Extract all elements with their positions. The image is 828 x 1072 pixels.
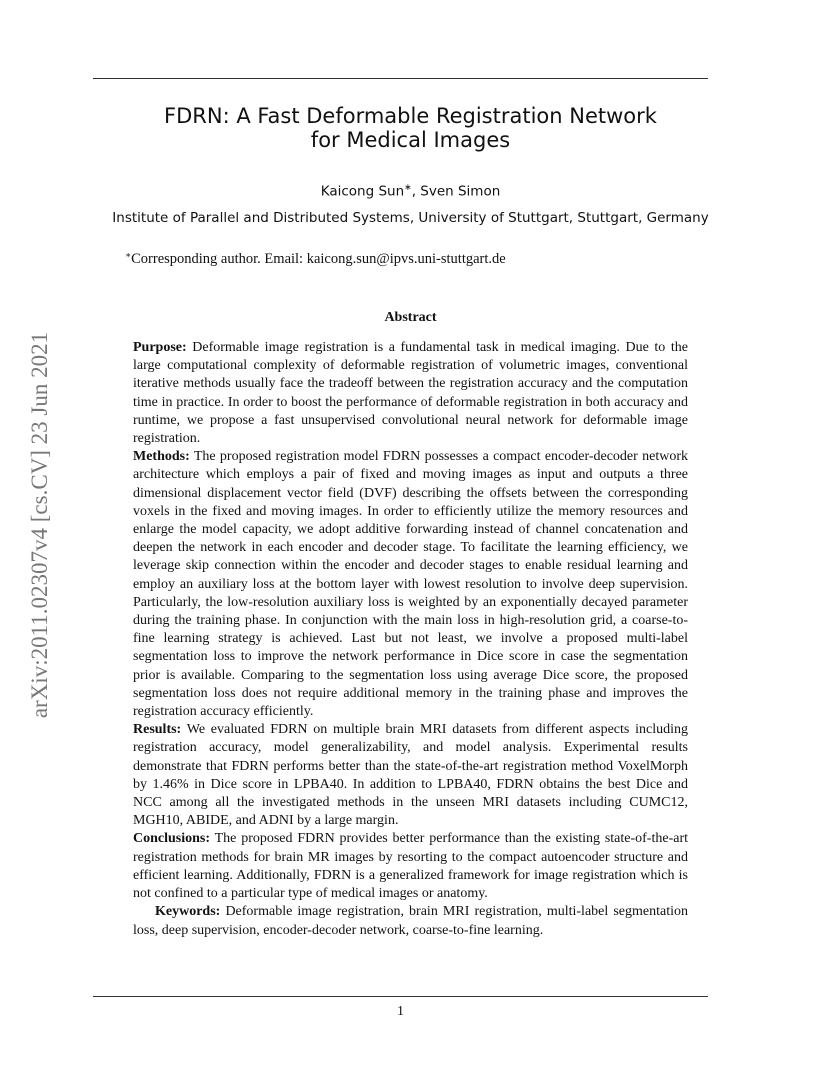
page-number: 1 <box>397 1004 404 1019</box>
authors <box>93 183 728 200</box>
methods-text: The proposed registration model FDRN possesses a compact encoder-decoder network architecture which employs a pair of fixed and moving images as input and outputs a three dimensional displacement vector field (DVF) describing the offsets between the corresponding voxels in the fixed and moving images. In order to efficiently utilize the memory resources and enlarge the model capacity, we adopt additive forwarding instead of channel concatenation and deepen the network in each encoder and decoder stage. To facilitate the learning efficiency, we leverage skip connection within the encoder and decoder stages to enable residual learning and employ an auxiliary loss at the bottom layer with lowest resolution to involve deep supervision. Particularly, the low-resolution auxiliary loss is weighted by an exponentially decayed parameter during the training phase. In conjunction with the main loss in high-resolution grid, a coarse-to-fine learning strategy is achieved. Last but not least, we involve a proposed multi-label segmentation loss to improve the network performance in Dice score in case the segmentation prior is available. Comparing to the segmentation loss using average Dice score, the proposed segmentation loss does not require additional memory in the training phase and improves the registration accuracy efficiently. <box>133 449 688 720</box>
title-line-2: for Medical Images <box>310 128 511 152</box>
author-1: Kaicong Sun <box>320 183 405 200</box>
results-label: Results: <box>133 722 182 738</box>
methods-label: Methods: <box>133 449 190 465</box>
author-mark: ∗ <box>404 183 412 193</box>
purpose-text: Deformable image registration is a fundamental task in medical imaging. Due to the large computational complexity of deformable registration of volumetric images, conventional iterative methods usually face the tradeoff between the registration accuracy and the computation time in practice. In order to boost the performance of deformable registration in both accuracy and runtime, we propose a fast unsupervised convolutional neural network for deformable image registration. <box>133 340 688 447</box>
paper-title <box>93 104 728 152</box>
author-2: , Sven Simon <box>411 183 501 200</box>
abstract-body <box>133 339 688 940</box>
abstract-keywords <box>133 903 688 939</box>
arxiv-sidebar-stamp: arXiv:2011.02307v4 [cs.CV] 23 Jun 2021 <box>27 331 52 719</box>
keywords-text: Deformable image registration, brain MRI registration, multi-label segmentation loss, deep supervision, encoder-decoder network, coarse-to-fine learning. <box>133 904 689 938</box>
conclusions-text: The proposed FDRN provides better performance than the existing state-of-the-art registration methods for brain MR images by resorting to the compact autoencoder structure and efficient learning. Additionally, FDRN is a generalized framework for image registration which is not confined to a particular type of medical images or anatomy. <box>133 831 688 902</box>
corresponding-mark: ∗ <box>125 250 132 260</box>
conclusions-label: Conclusions: <box>133 831 211 847</box>
bottom-rule <box>93 996 708 997</box>
keywords-label: Keywords: <box>155 904 221 920</box>
purpose-label: Purpose: <box>133 340 187 355</box>
affiliation: Institute of Parallel and Distributed Systems, University of Stuttgart, Stuttgart, Germany <box>112 210 709 226</box>
title-line-1: FDRN: A Fast Deformable Registration Network <box>164 104 657 128</box>
abstract-results <box>133 721 688 830</box>
results-text: We evaluated FDRN on multiple brain MRI datasets from different aspects including registration accuracy, model generalizability, and model analysis. Experimental results demonstrate that FDRN performs better than the state-of-the-art registration method VoxelMorph by 1.46% in Dice score in LPBA40. In addition to LPBA40, FDRN obtains the best Dice and NCC among all the investigated methods in the unseen MRI datasets including CUMC12, MGH10, ABIDE, and ADNI by a large margin. <box>133 722 689 829</box>
corresponding-author <box>125 250 725 268</box>
top-rule <box>93 78 708 79</box>
abstract-conclusions <box>133 830 688 903</box>
abstract-methods <box>133 448 688 721</box>
corresponding-text: Corresponding author. Email: kaicong.sun@ipvs.uni-stuttgart.de <box>131 251 506 267</box>
abstract-purpose <box>133 339 688 448</box>
abstract-heading: Abstract <box>384 310 437 325</box>
